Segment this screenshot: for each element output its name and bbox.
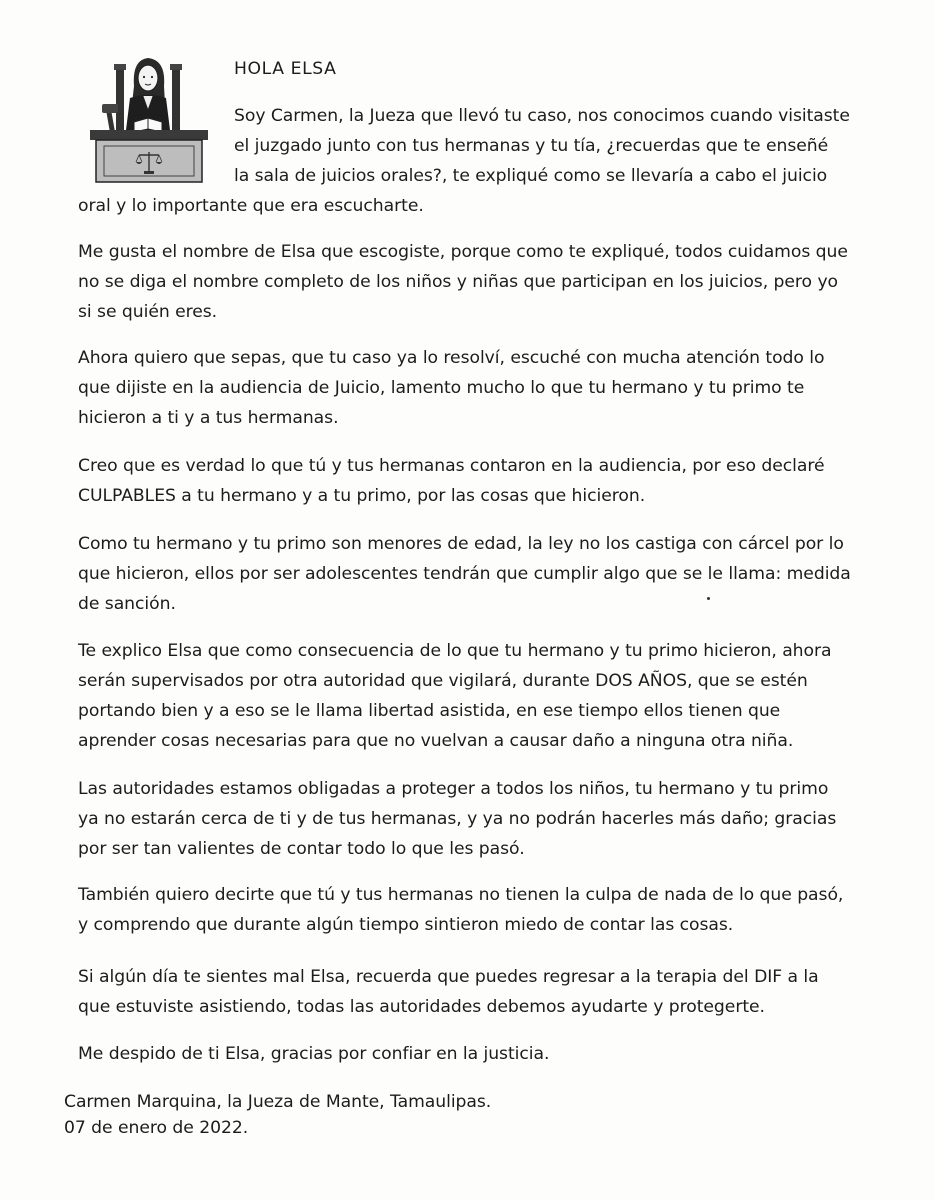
paragraph-line: CULPABLES a tu hermano y a tu primo, por las cosas que hicieron.: [78, 486, 646, 506]
paper-speck: [707, 597, 710, 600]
paragraph-line: Creo que es verdad lo que tú y tus hermanas contaron en la audiencia, por eso declaré: [78, 456, 825, 476]
greeting: HOLA ELSA: [234, 59, 337, 79]
paragraph-line: portando bien y a eso se le llama libertad asistida, en ese tiempo ellos tienen que: [78, 701, 781, 721]
paragraph-line: no se diga el nombre completo de los niños y niñas que participan en los juicios, pero yo: [78, 272, 839, 292]
paragraph-line: Las autoridades estamos obligadas a proteger a todos los niños, tu hermano y tu primo: [78, 779, 829, 799]
paragraph-line: Te explico Elsa que como consecuencia de lo que tu hermano y tu primo hicieron, ahora: [78, 641, 832, 661]
paragraph-line: Si algún día te sientes mal Elsa, recuerda que puedes regresar a la terapia del DIF a la: [78, 967, 819, 987]
paragraph-line: el juzgado junto con tus hermanas y tu tía, ¿recuerdas que te enseñé: [234, 136, 829, 156]
paragraph-3: [78, 343, 878, 433]
paragraph-line: oral y lo importante que era escucharte.: [78, 196, 424, 216]
paragraph-line: También quiero decirte que tú y tus hermanas no tienen la culpa de nada de lo que pasó,: [78, 885, 844, 905]
paragraph-line: de sanción.: [78, 594, 176, 614]
paragraph-7: [78, 774, 878, 864]
paragraph-line: Ahora quiero que sepas, que tu caso ya lo resolví, escuché con mucha atención todo lo: [78, 348, 825, 368]
paragraph-1: [234, 101, 884, 191]
paragraph-line: si se quién eres.: [78, 302, 218, 322]
paragraph-line: hicieron a ti y a tus hermanas.: [78, 408, 339, 428]
paragraph-line: que hicieron, ellos por ser adolescentes tendrán que cumplir algo que se le llama: medida: [78, 564, 851, 584]
paragraph-10: [78, 1039, 878, 1069]
signature-date: 07 de enero de 2022.: [64, 1118, 249, 1138]
paragraph-6: [78, 636, 878, 756]
judge-at-bench-icon: [86, 52, 212, 184]
paragraph-line: Como tu hermano y tu primo son menores de edad, la ley no los castiga con cárcel por lo: [78, 534, 844, 554]
paragraph-2: [78, 237, 878, 327]
paragraph-line: Me gusta el nombre de Elsa que escogiste, porque como te expliqué, todos cuidamos que: [78, 242, 848, 262]
paragraph-line: y comprendo que durante algún tiempo sintieron miedo de contar las cosas.: [78, 915, 734, 935]
paragraph-line: la sala de juicios orales?, te expliqué como se llevaría a cabo el juicio: [234, 166, 828, 186]
paragraph-9: [78, 962, 878, 1022]
paragraph-line: serán supervisados por otra autoridad que vigilará, durante DOS AÑOS, que se estén: [78, 671, 808, 691]
signature-name: Carmen Marquina, la Jueza de Mante, Tamaulipas.: [64, 1092, 492, 1112]
paragraph-8: [78, 880, 878, 940]
paragraph-line: Me despido de ti Elsa, gracias por confiar en la justicia.: [78, 1044, 550, 1064]
signature-block: [64, 1087, 864, 1143]
paragraph-line: por ser tan valientes de contar todo lo que les pasó.: [78, 839, 525, 859]
paragraph-line: Soy Carmen, la Jueza que llevó tu caso, nos conocimos cuando visitaste: [234, 106, 850, 126]
paragraph-5: [78, 529, 878, 619]
paragraph-line: que dijiste en la audiencia de Juicio, lamento mucho lo que tu hermano y tu primo te: [78, 378, 805, 398]
paragraph-line: que estuviste asistiendo, todas las autoridades debemos ayudarte y protegerte.: [78, 997, 765, 1017]
paragraph-4: [78, 451, 878, 511]
paragraph-line: aprender cosas necesarias para que no vuelvan a causar daño a ninguna otra niña.: [78, 731, 794, 751]
paragraph-line: ya no estarán cerca de ti y de tus hermanas, y ya no podrán hacerles más daño; gracias: [78, 809, 837, 829]
